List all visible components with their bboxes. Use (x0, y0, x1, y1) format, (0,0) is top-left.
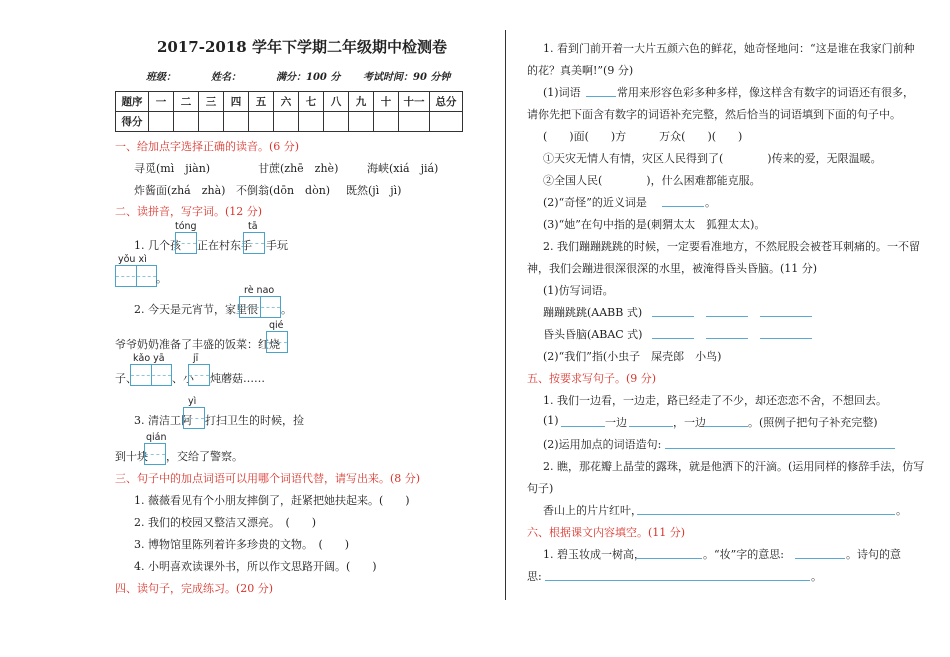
column-divider (505, 30, 506, 600)
answer-blank[interactable] (561, 426, 605, 427)
q6-1-text: 。诗句的意 (846, 548, 901, 561)
score-header-cell: 十一 (399, 92, 430, 112)
score-header-cell: 七 (299, 92, 324, 112)
q2-1-text: 正在村东手 (197, 239, 252, 252)
score-header-cell: 总分 (430, 92, 463, 112)
section-3-heading: 三、句子中的加点词语可以用哪个词语代替，请写出来。(8 分) (115, 472, 421, 485)
answer-blank[interactable] (629, 426, 673, 427)
score-cell[interactable] (299, 112, 324, 132)
q2-1-text: 1. 几个孩 (134, 239, 181, 252)
answer-blank[interactable] (795, 558, 845, 559)
write-box[interactable] (239, 296, 281, 318)
answer-blank[interactable] (760, 338, 812, 339)
score-cell[interactable] (249, 112, 274, 132)
pinyin-choice: 甘蔗(zhē zhè) (258, 162, 339, 175)
pinyin-hint: tóng (175, 221, 197, 232)
write-box[interactable] (175, 232, 197, 254)
answer-blank[interactable] (637, 514, 895, 515)
write-box[interactable] (130, 364, 172, 386)
q4-1-1-text: ①天灾无情人有情，灾区人民得到了( )传来的爱，无限温暖。 (543, 152, 882, 165)
question-item: 4. 小明喜欢读课外书，所以作文思路开阔。( ) (134, 560, 377, 573)
pinyin-hint: yì (188, 396, 197, 407)
page-title: 2017-2018 学年下学期二年级期中检测卷 (157, 38, 447, 56)
answer-blank[interactable] (652, 338, 694, 339)
q2-2-text: 炖蘑菇…… (210, 372, 265, 385)
section-2-heading: 二、读拼音，写字词。(12 分) (115, 205, 263, 218)
score-cell[interactable] (399, 112, 430, 132)
score-header-cell: 八 (324, 92, 349, 112)
pinyin-choice: 不倒翁(dōn dòn) (236, 184, 331, 197)
answer-blank[interactable] (706, 316, 748, 317)
punctuation: 。 (281, 303, 292, 316)
score-header-cell: 十 (374, 92, 399, 112)
score-header-cell: 五 (249, 92, 274, 112)
q6-1-text: 。“妆”字的意思: (703, 548, 784, 561)
score-header-cell: 一 (149, 92, 174, 112)
score-header-cell: 三 (199, 92, 224, 112)
write-box[interactable] (115, 265, 157, 287)
pinyin-hint: tā (248, 221, 258, 232)
q5-1-1-text: (1) (543, 414, 559, 427)
score-table-score-row (116, 112, 463, 132)
score-header-cell: 二 (174, 92, 199, 112)
score-header-cell: 六 (274, 92, 299, 112)
punctuation: 。 (156, 272, 167, 285)
punctuation: 。 (811, 570, 822, 583)
score-header-cell: 九 (349, 92, 374, 112)
section-6-heading: 六、根据课文内容填空。(11 分) (527, 526, 686, 539)
q4-2-1-text: 昏头昏脑(ABAC 式) (543, 328, 643, 341)
q2-2-text: 、小 (172, 372, 194, 385)
q2-2-text: 爷爷奶奶准备了丰盛的饭菜：红烧 (115, 338, 280, 351)
q6-1-text: 1. 碧玉妆成一树高， (543, 548, 645, 561)
q4-1-1-text: 请你先把下面含有数字的词语补充完整，然后恰当的词语填到下面的句子中。 (527, 108, 901, 121)
q2-1-text: 手玩 (266, 239, 288, 252)
name-label: 姓名： (211, 72, 241, 83)
answer-blank[interactable] (706, 338, 748, 339)
punctuation: 。 (705, 196, 716, 209)
punctuation: 。 (896, 504, 907, 517)
answer-blank[interactable] (704, 426, 748, 427)
score-header-cell: 题序 (116, 92, 149, 112)
section-5-heading: 五、按要求写句子。(9 分) (527, 372, 657, 385)
q4-2-2-text: (2)“我们”指(小虫子 屎壳郎 小鸟) (543, 350, 722, 363)
q2-2-text: 2. 今天是元宵节，家里很 (134, 303, 258, 316)
q4-1-2-text: (2)“奇怪”的近义词是 (543, 196, 647, 209)
q6-1-text: 思: (527, 570, 542, 583)
score-cell[interactable] (324, 112, 349, 132)
q4-1-3-text: (3)“她”在句中指的是(刺猬太太 狐狸太太)。 (543, 218, 766, 231)
write-box[interactable] (144, 443, 166, 465)
pinyin-hint: rè nao (244, 285, 275, 296)
pinyin-hint: jī (193, 353, 199, 364)
q5-1-1-text: 一边 (605, 416, 627, 429)
q4-2-text: 神，我们会蹦进很深很深的水里，被淹得昏头昏脑。(11 分) (527, 262, 818, 275)
q4-1-1-text: 常用来形容色彩多种多样，像这样含有数字的词语还有很多， (617, 86, 914, 99)
q5-1-1-text: 。(照例子把句子补充完整) (748, 416, 878, 429)
score-cell[interactable] (174, 112, 199, 132)
pinyin-hint: kǎo yā (133, 353, 165, 364)
pinyin-choice: 寻觅(mì jiàn) (134, 162, 211, 175)
score-table-header-row (116, 92, 463, 112)
score-cell[interactable] (430, 112, 463, 132)
section-1-heading: 一、给加点字选择正确的读音。(6 分) (115, 140, 300, 153)
q5-1-text: 1. 我们一边看，一边走，路已经走了不少，却还恋恋不舍，不想回去。 (543, 394, 887, 407)
answer-blank[interactable] (665, 448, 895, 449)
q5-1-1-text: ，一边 (673, 416, 706, 429)
answer-blank[interactable] (652, 316, 694, 317)
question-item: 1. 薇薇看见有个小朋友摔倒了，赶紧把她扶起来。( ) (134, 494, 410, 507)
score-cell[interactable] (199, 112, 224, 132)
q5-2-text: 句子) (527, 482, 554, 495)
section-4-heading: 四、读句子，完成练习。(20 分) (115, 582, 274, 595)
q2-3-text: 到十块 (115, 450, 148, 463)
pinyin-hint: qián (146, 432, 167, 443)
answer-blank[interactable] (545, 580, 810, 581)
pinyin-choice: 既然(jì jì) (346, 184, 402, 197)
q2-3-text: ，交给了警察。 (166, 450, 243, 463)
q5-2-text: 香山上的片片红叶， (543, 504, 642, 517)
pinyin-choice: 炸酱面(zhá zhà) (134, 184, 226, 197)
pinyin-choice: 海峡(xiá jiá) (367, 162, 439, 175)
class-label: 班级： (146, 72, 176, 83)
q2-3-text: 3. 清洁工阿 (134, 414, 192, 427)
question-item: 3. 博物馆里陈列着许多珍贵的文物。 ( ) (134, 538, 350, 551)
score-cell[interactable] (274, 112, 299, 132)
full-score-label: 满分：100 分 (276, 72, 341, 83)
q4-1-text: 的花？真美啊!”(9 分) (527, 64, 634, 77)
q4-1-text: 1. 看到门前开着一大片五颜六色的鲜花，她奇怪地问：“这是谁在我家门前种 (543, 42, 915, 55)
pinyin-hint: yǒu xì (118, 254, 147, 265)
score-cell[interactable] (149, 112, 174, 132)
score-row-label: 得分 (116, 112, 149, 132)
write-box[interactable] (183, 407, 205, 429)
score-cell[interactable] (349, 112, 374, 132)
q4-2-text: 2. 我们蹦蹦跳跳的时候，一定要看准地方，不然屁股会被苍耳刺痛的。一不留 (543, 240, 920, 253)
q5-2-text: 2. 瞧，那花瓣上晶莹的露珠，就是他洒下的汗滴。(运用同样的修辞手法，仿写 (543, 460, 925, 473)
answer-blank[interactable] (662, 206, 704, 207)
write-box[interactable] (266, 331, 288, 353)
score-cell[interactable] (224, 112, 249, 132)
q2-2-text: 子、 (115, 372, 137, 385)
q4-1-1-text: (1)词语 (543, 86, 581, 99)
score-table (115, 91, 463, 132)
q4-2-1-text: (1)仿写词语。 (543, 284, 614, 297)
answer-blank[interactable] (760, 316, 812, 317)
q2-3-text: 打扫卫生的时候，捡 (205, 414, 304, 427)
question-item: 2. 我们的校园又整洁又漂亮。 ( ) (134, 516, 317, 529)
q4-2-1-text: 蹦蹦跳跳(AABB 式) (543, 306, 643, 319)
answer-blank[interactable] (586, 96, 616, 97)
answer-blank[interactable] (637, 558, 702, 559)
score-header-cell: 四 (224, 92, 249, 112)
q4-1-1-text: ( )面( )方 万众( )( ) (543, 130, 743, 143)
q5-1-2-text: (2)运用加点的词语造句: (543, 438, 662, 451)
write-box[interactable] (188, 364, 210, 386)
pinyin-hint: qié (269, 320, 284, 331)
q4-1-1-text: ②全国人民( )，什么困难都能克服。 (543, 174, 761, 187)
score-cell[interactable] (374, 112, 399, 132)
write-box[interactable] (243, 232, 265, 254)
exam-time-label: 考试时间：90 分钟 (363, 72, 451, 83)
